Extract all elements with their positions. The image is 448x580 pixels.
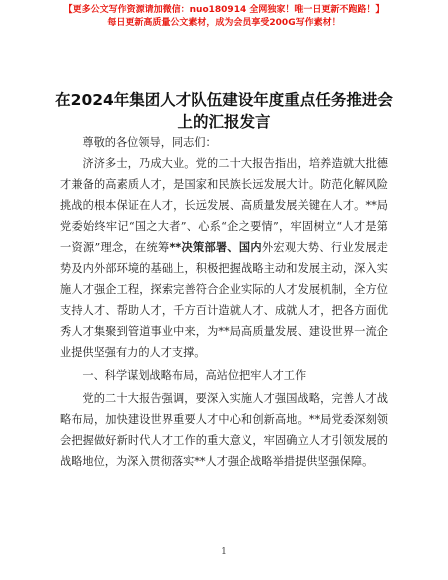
promo-banner[interactable] <box>0 4 448 30</box>
paragraph-intro <box>60 153 388 363</box>
paragraph-intro-rest: 外宏观大势、行业发展走势及内外部环境的基础上，积极把握战略主动和发展主动，深入实施人才强企工程，探索完善符合企业实际的人才发展机制，全方位支持人才、帮助人才，千方百计造就人才、成就人才，把各方面优秀人才集聚到管道事业中来，为**局高质量发展、建设世界一流企业提供坚强有力的人才支撑。 <box>60 241 388 359</box>
paragraph-intro-text: 济济多士，乃成大业。党的二十大报告指出，培养造就大批德才兼备的高素质人才，是国家和民族长远发展大计。防范化解风险挑战的根本保证在人才，长远发展、高质量发展关键在人才。**局党委始终牢记“国之大者”、心系“企之要情”，牢固树立“人才是第一资源”理念，在统筹 <box>60 157 388 254</box>
section-heading-1: 一、科学谋划战略布局，高站位把牢人才工作 <box>82 369 307 382</box>
document-title: 在2024年集团人才队伍建设年度重点任务推进会上的汇报发言 <box>55 91 393 131</box>
paragraph-intro-bold: **决策部署、国内 <box>169 241 262 254</box>
promo-line-1[interactable]: 【更多公文写作资源请加微信：nuo180914 全网独家！唯一日更新不跑路！】 <box>63 5 385 15</box>
page-number: 1 <box>221 547 227 557</box>
salutation: 尊敬的各位领导，同志们： <box>82 136 217 149</box>
document-body <box>60 132 388 472</box>
promo-line-2[interactable]: 每日更新高质量公文素材，成为会员享受200G写作素材！ <box>107 18 341 28</box>
paragraph-section-1: 党的二十大报告强调，要深入实施人才强国战略，完善人才战略布局，加快建设世界重要人才中心和创新高地。**局党委深刻领会把握做好新时代人才工作的重大意义，牢固确立人才引领发展的战略地位，为深入贯彻落实**人才强企战略举措提供坚强保障。 <box>60 392 388 468</box>
